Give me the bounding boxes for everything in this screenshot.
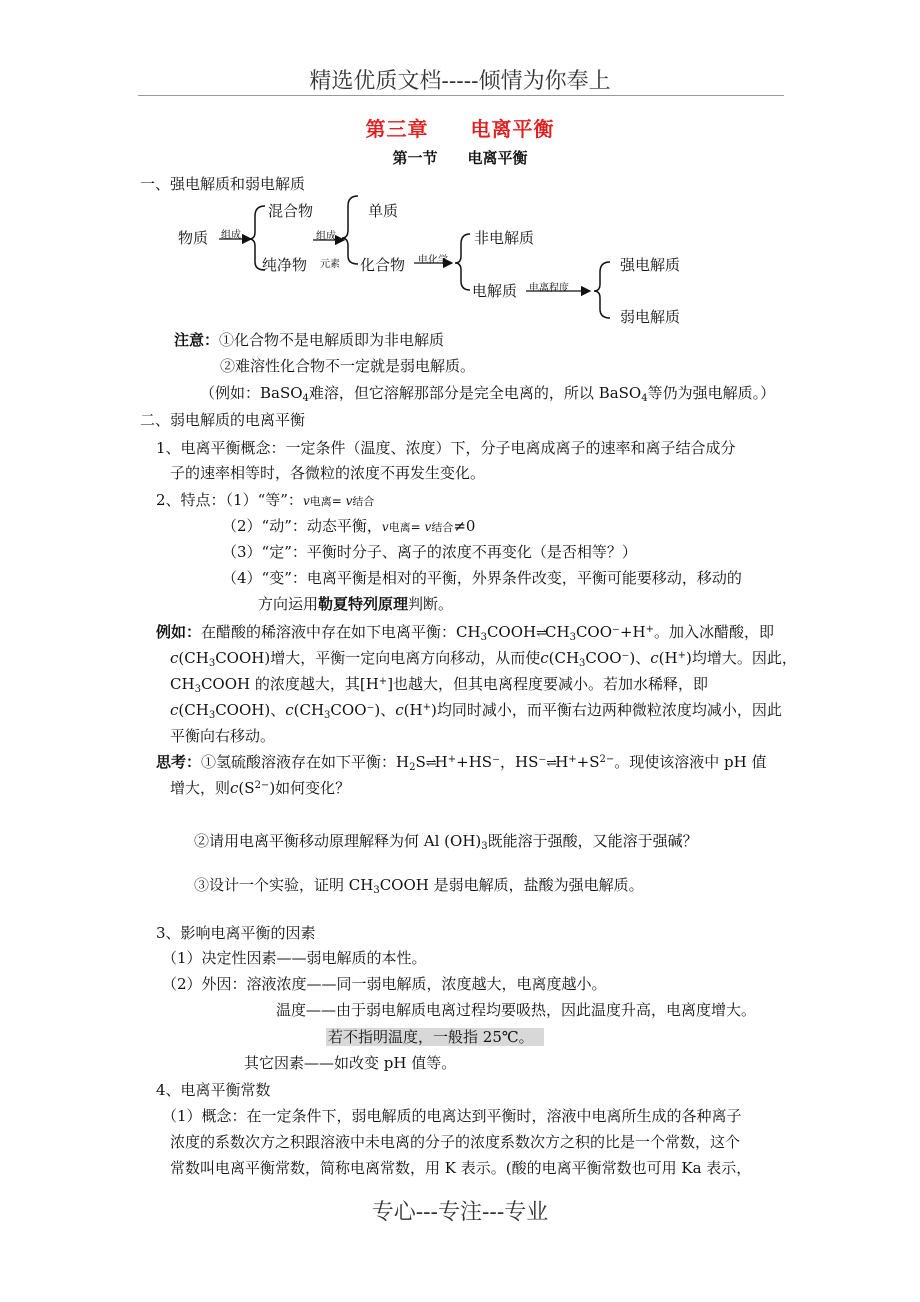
chapter-title: 第三章 电离平衡 — [365, 117, 555, 141]
factors-heading: 3、影响电离平衡的因素 — [156, 924, 316, 942]
page-footer: 专心---专注---专业 — [371, 1200, 549, 1225]
think-line-1: 思考：①氢硫酸溶液存在如下平衡：$H_2S\rightleftharpoons H^++HS^-$，$HS^-\rightleftharpoons H^++S^{2-}$。现使该溶液中 pH 值 — [156, 753, 767, 773]
note-1-text: ①化合物不是电解质即为非电解质 — [219, 331, 445, 349]
node-compound: 化合物 — [360, 256, 406, 274]
factor-concentration: （2）外因：溶液浓度——同一弱电解质，浓度越大，电离度越小。 — [162, 975, 607, 993]
equilibrium-arrow-icon: ⇌ — [546, 756, 556, 771]
example-line-1: 例如：在醋酸的稀溶液中存在如下电离平衡：$CH_3COOH\rightleftharpoons CH_3COO^-+H^+$。加入冰醋酸，即 — [156, 623, 774, 643]
part1-heading: 一、强电解质和弱电解质 — [140, 175, 306, 193]
example-label: 例如： — [156, 623, 202, 641]
brace-pure — [342, 196, 358, 264]
temperature-note-highlight: 若不指明温度，一般指 25℃。 — [326, 1028, 544, 1046]
node-strong-electrolyte: 强电解质 — [620, 256, 681, 274]
label-composition-2: 组成 — [316, 231, 336, 242]
feature-4-line-2: 方向运用勒夏特列原理判断。 — [258, 595, 454, 613]
concept-line-2: 子的速率相等时，各微粒的浓度不再发生变化。 — [170, 464, 486, 482]
note-1 — [174, 330, 444, 350]
brace-electrolyte — [594, 262, 610, 318]
label-composition-1: 组成 — [221, 230, 241, 241]
node-pure: 纯净物 — [262, 256, 308, 274]
factor-temperature: 温度——由于弱电解质电离过程均要吸热，因此温度升高，电离度增大。 — [276, 1001, 757, 1019]
constant-line-2: 浓度的系数次方之积跟溶液中未电离的分子的浓度系数次方之积的比是一个常数，这个 — [170, 1133, 741, 1151]
think-label: 思考： — [156, 753, 202, 771]
note-2: ②难溶性化合物不一定就是弱电解质。 — [220, 357, 476, 375]
label-element: 元素 — [320, 259, 340, 270]
node-weak-electrolyte: 弱电解质 — [620, 308, 681, 326]
feature-4-line-1: （4）“变”：电离平衡是相对的平衡，外界条件改变，平衡可能要移动，移动的 — [222, 569, 742, 587]
equilibrium-arrow-icon: ⇌ — [536, 626, 546, 641]
part2-heading: 二、弱电解质的电离平衡 — [140, 411, 306, 429]
temperature-note — [326, 1027, 544, 1047]
brace-compound — [455, 234, 470, 290]
factor-other: 其它因素——如改变 pH 值等。 — [244, 1054, 457, 1072]
le-chatelier-principle: 勒夏特列原理 — [318, 595, 409, 613]
factor-intrinsic: （1）决定性因素——弱电解质的本性。 — [162, 949, 427, 967]
example-line-3: $CH_3COOH$ 的浓度越大，其[H+]也越大，但其电离程度要减小。若加水稀释，即 — [170, 675, 709, 695]
example-line-5: 平衡向右移动。 — [170, 727, 276, 745]
example-line-4: $c(CH_3COOH)$、$c(CH_3COO^-)$、c(H+)均同时减小，而平衡右边两种微粒浓度均减小，因此 — [170, 701, 782, 721]
node-non-electrolyte: 非电解质 — [474, 229, 535, 247]
feature-2: （2）“动”：动态平衡，v电离= v结合≠0 — [222, 517, 476, 535]
page-header: 精选优质文档-----倾情为你奉上 — [309, 69, 611, 94]
feature-1: 2、特点：（1）“等”：v电离= v结合 — [156, 491, 375, 509]
think-question-3: ③设计一个实验，证明 $CH_3COOH$ 是弱电解质，盐酸为强电解质。 — [194, 876, 644, 896]
label-ionization-degree: 电离程度 — [529, 283, 569, 294]
constant-line-3: 常数叫电离平衡常数，简称电离常数，用 K 表示。(酸的电离平衡常数也可用 Ka 表示， — [170, 1159, 752, 1177]
node-mixture: 混合物 — [268, 202, 314, 220]
note-label: 注意： — [174, 331, 220, 349]
feature-3: （3）“定”：平衡时分子、离子的浓度不再变化（是否相等？） — [222, 543, 637, 561]
equilibrium-arrow-icon: ⇌ — [425, 756, 435, 771]
node-element-substance: 单质 — [368, 202, 399, 220]
classification-diagram-lines — [0, 0, 920, 340]
label-electrochem: 电化学 — [418, 255, 448, 266]
constant-line-1: （1）概念：在一定条件下，弱电解质的电离达到平衡时，溶液中电离所生成的各种离子 — [162, 1107, 742, 1125]
concept-line-1: 1、电离平衡概念：一定条件（温度、浓度）下，分子电离成离子的速率和离子结合成分 — [156, 439, 736, 457]
think-line-2: 增大，则$c(S^{2-})$如何变化？ — [170, 779, 351, 797]
example-line-2: $c(CH_3COOH)$增大，平衡一定向电离方向移动，从而使$c(CH_3COO^-)$、c(H+)均增大。因此， — [170, 649, 797, 669]
node-electrolyte: 电解质 — [472, 282, 518, 300]
note-3: （例如：BaSO$_4$难溶，但它溶解那部分是完全电离的，所以 BaSO$_4$等仍为强电解质。） — [200, 384, 776, 404]
node-matter: 物质 — [178, 229, 209, 247]
constant-heading: 4、电离平衡常数 — [156, 1081, 271, 1099]
think-question-2: ②请用电离平衡移动原理解释为何 Al $(OH)_3$既能溶于强酸，又能溶于强碱？ — [194, 832, 698, 852]
section-title: 第一节 电离平衡 — [392, 149, 528, 167]
